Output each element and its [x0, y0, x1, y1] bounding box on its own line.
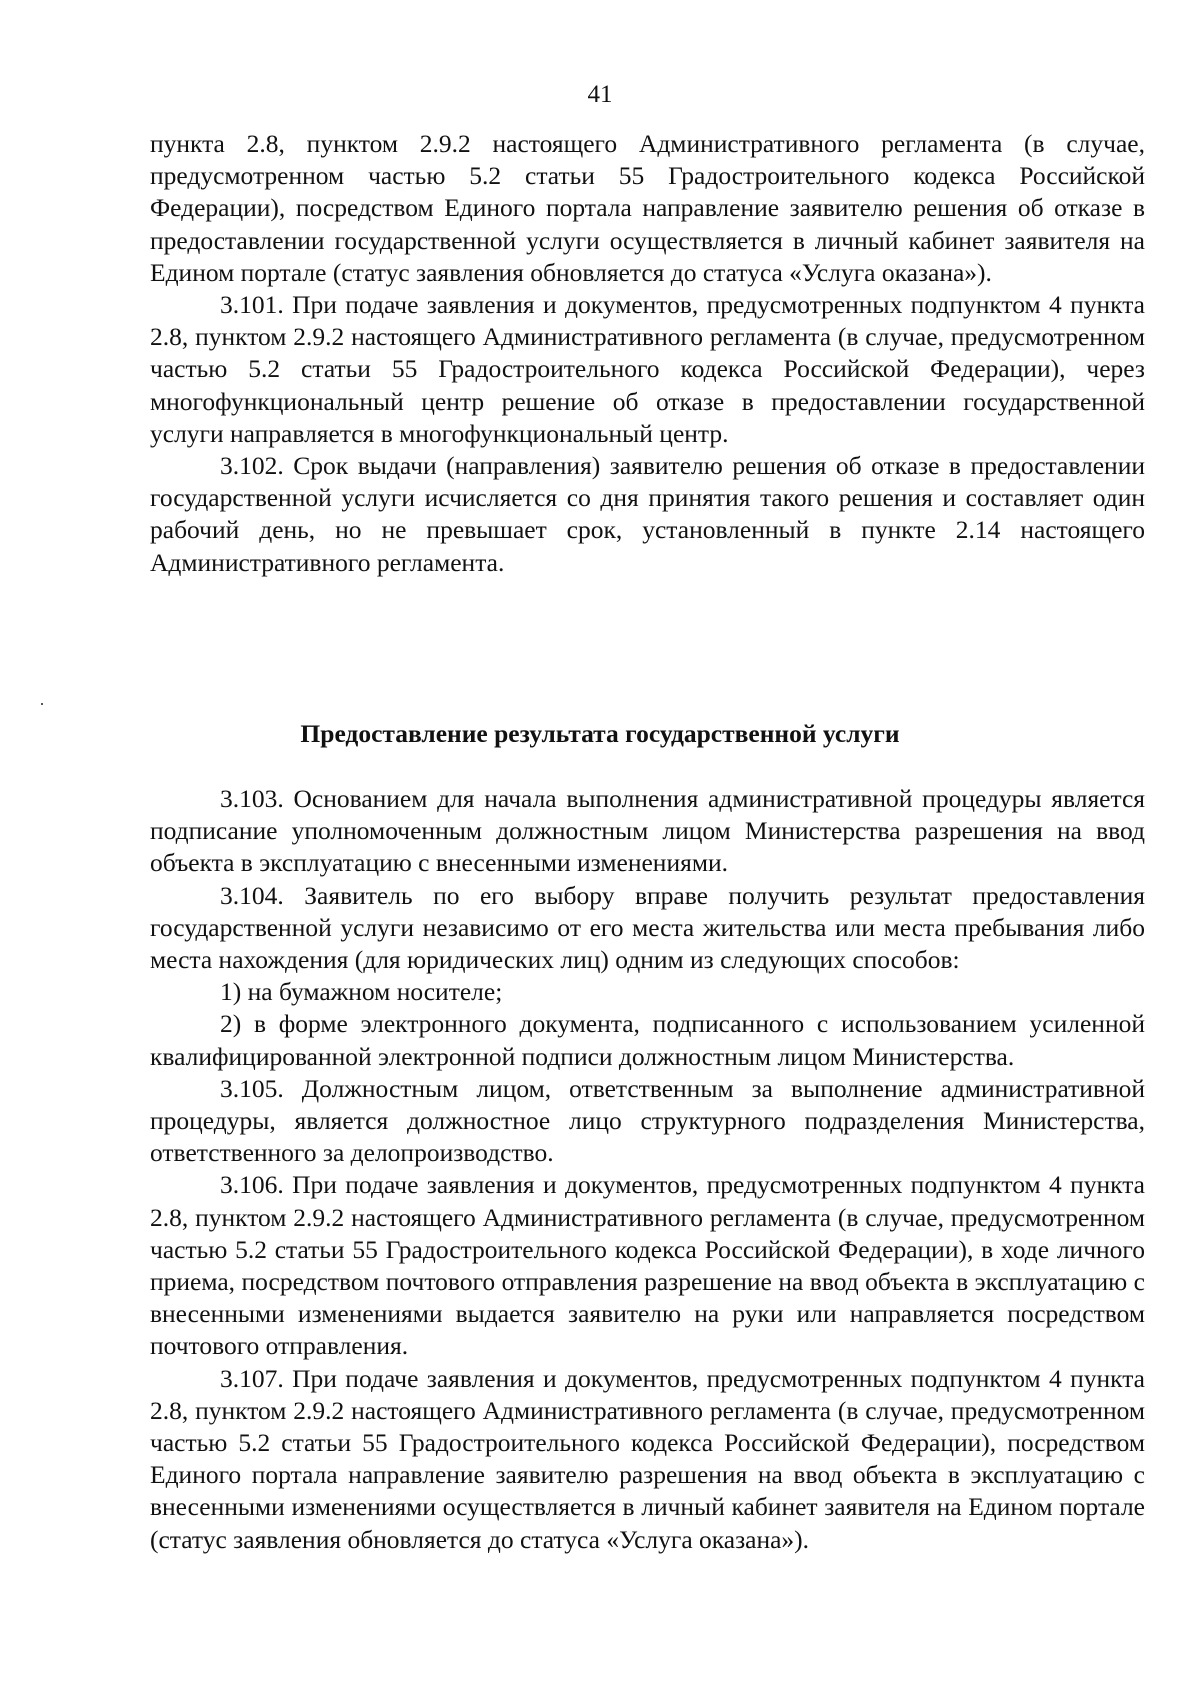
- paragraph-3-105: 3.105. Должностным лицом, ответственным за выполнение административной процедуры, является должностное лицо структурного подразделения Министерства, ответственного за делопроизводство.: [150, 1073, 1145, 1168]
- list-item-1: 1) на бумажном носителе;: [220, 977, 503, 1007]
- list-item-2: 2) в форме электронного документа, подписанного с использованием усиленной квалифицированной электронной подписи должностным лицом Министерства.: [150, 1009, 1145, 1071]
- section-heading: Предоставление результата государственной услуги: [300, 719, 900, 748]
- page-number: 41: [587, 81, 613, 108]
- paragraph-continuation: пункта 2.8, пунктом 2.9.2 настоящего Административного регламента (в случае, предусмотренном частью 5.2 статьи 55 Градостроительного кодекса Российской Федерации), посредством Единого портала направление заявителю решения об отказе в предоставлении государственной услуги осуществляется в личный кабинет заявителя на Едином портале (статус заявления обновляется до статуса «Услуга оказана»).: [150, 129, 1145, 287]
- paragraph-3-103: 3.103. Основанием для начала выполнения административной процедуры является подписание уполномоченным должностным лицом Министерства разрешения на ввод объекта в эксплуатацию с внесенными изменениями.: [150, 784, 1145, 878]
- paragraph-3-102: 3.102. Срок выдачи (направления) заявителю решения об отказе в предоставлении государственной услуги исчисляется со дня принятия такого решения и составляет один рабочий день, но не превышает срок, установленный в пункте 2.14 настоящего Административного регламента.: [150, 451, 1145, 577]
- scan-artifact-dot: [41, 703, 43, 705]
- paragraph-3-101: 3.101. При подаче заявления и документов, предусмотренных подпунктом 4 пункта 2.8, пунктом 2.9.2 настоящего Административного регламента (в случае, предусмотренном частью 5.2 статьи 55 Градостроительного кодекса Российской Федерации), через многофункциональный центр решение об отказе в предоставлении государственной услуги направляется в многофункциональный центр.: [150, 290, 1145, 448]
- bottom-text-block: [150, 783, 1145, 1556]
- paragraph-3-107: 3.107. При подаче заявления и документов, предусмотренных подпунктом 4 пункта 2.8, пунктом 2.9.2 настоящего Административного регламента (в случае, предусмотренном частью 5.2 статьи 55 Градостроительного кодекса Российской Федерации), посредством Единого портала направление заявителю разрешения на ввод объекта в эксплуатацию с внесенными изменениями осуществляется в личный кабинет заявителя на Едином портале (статус заявления обновляется до статуса «Услуга оказана»).: [150, 1363, 1145, 1554]
- top-text-block: [150, 128, 1145, 579]
- paragraph-3-104: 3.104. Заявитель по его выбору вправе получить результат предоставления государственной услуги независимо от его места жительства или места пребывания либо места нахождения (для юридических лиц) одним из следующих способов:: [150, 880, 1145, 975]
- paragraph-3-106: 3.106. При подаче заявления и документов, предусмотренных подпунктом 4 пункта 2.8, пунктом 2.9.2 настоящего Административного регламента (в случае, предусмотренном частью 5.2 статьи 55 Градостроительного кодекса Российской Федерации), в ходе личного приема, посредством почтового отправления разрешение на ввод объекта в эксплуатацию с внесенными изменениями выдается заявителю на руки или направляется посредством почтового отправления.: [150, 1170, 1145, 1361]
